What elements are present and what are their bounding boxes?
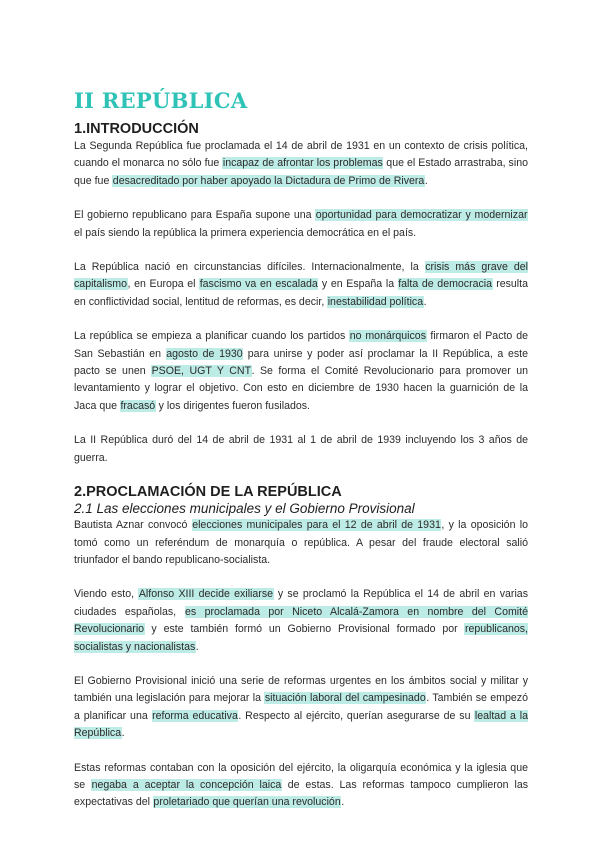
text-run: La república se empieza a planificar cuando los partidos (74, 330, 350, 343)
text-run: El Gobierno Provisional inició una serie de reformas urgentes en los ámbitos social y militar y también una legislación para mejorar la (74, 674, 528, 705)
text-run: La República nació en circunstancias difíciles. Internacionalmente, la (74, 261, 425, 274)
highlighted-text: fracasó (120, 399, 156, 412)
highlighted-text: fascismo va en escalada (199, 278, 318, 291)
highlighted-text: falta de democracia (398, 278, 493, 291)
text-run: Bautista Aznar convocó (74, 519, 192, 532)
text-run: El gobierno republicano para España supone una (74, 209, 316, 222)
paragraph (74, 259, 528, 311)
text-run: y este también formó un Gobierno Provisional formado por (144, 623, 465, 636)
text-run: . Respecto al ejército, querían asegurarse de su (238, 709, 475, 722)
paragraph (74, 586, 528, 656)
text-run: . (121, 727, 125, 740)
text-run: . También se empezó a planificar una (74, 692, 528, 722)
highlighted-text: reforma educativa (152, 709, 238, 722)
section-heading-proclamacion: 2.PROCLAMACIÓN DE LA REPÚBLICA (74, 484, 342, 501)
text-run: . Se forma el Comité Revolucionario para promover un levantamiento y lograr el objetivo. Con esto en diciembre de 1930 hacen la guarnición de la Jaca que (74, 365, 528, 412)
highlighted-text: Alfonso XIII decide exiliarse (138, 588, 274, 601)
paragraph (74, 517, 528, 569)
text-run: , y la oposición lo tomó como un referéndum de monarquía o república. A pesar del fraude electoral salió triunfador el bando republicano-socialista. (74, 519, 528, 566)
document-title: II REPÚBLICA (74, 88, 248, 113)
highlighted-text: PSOE, UGT Y CNT (151, 365, 252, 378)
text-run: . (341, 796, 345, 809)
text-run: La Segunda República fue proclamada el 14 de abril de 1931 en un contexto de crisis política, cuando el monarca no sólo fue (74, 140, 528, 170)
paragraph (74, 760, 528, 812)
highlighted-text: elecciones municipales para el 12 de abril de 1931 (192, 519, 441, 532)
document-page (74, 88, 528, 812)
text-run: La II República duró del 14 de abril de 1931 al 1 de abril de 1939 incluyendo los 3 años de guerra. (74, 434, 528, 464)
text-run: , en Europa el (127, 278, 200, 291)
paragraph (74, 432, 528, 467)
paragraph (74, 207, 528, 242)
text-run: el país siendo la república la primera experiencia democrática en el país. (74, 226, 417, 239)
highlighted-text: inestabilidad política (327, 295, 424, 308)
text-run: de estas. Las reformas tampoco cumplieron las expectativas del (74, 778, 529, 809)
text-run: . (423, 295, 427, 308)
subsection-heading-elecciones: 2.1 Las elecciones municipales y el Gobierno Provisional (74, 501, 415, 517)
highlighted-text: lealtad a la República (74, 709, 528, 740)
text-run: y en España la (318, 278, 398, 291)
highlighted-text: es proclamada por Niceto Alcalá-Zamora en nombre del Comité Revolucionario (74, 605, 528, 636)
section-heading-introduccion: 1.INTRODUCCIÓN (74, 121, 199, 137)
text-run: que el Estado arrastraba, sino que fue (74, 157, 528, 187)
text-run: resulta en conflictividad social, lentitud de reformas, es decir, (74, 278, 528, 308)
text-run: para unirse y poder así proclamar la II República, a este pacto se unen (74, 347, 528, 378)
text-run: Estas reformas contaban con la oposición del ejército, la oligarquía económica y la iglesia que se (74, 761, 528, 791)
text-run: . (195, 640, 199, 653)
paragraph (74, 328, 528, 415)
paragraph (74, 673, 528, 743)
highlighted-text: crisis más grave del capitalismo (74, 261, 529, 291)
highlighted-text: agosto de 1930 (166, 347, 243, 360)
text-run: firmaron el Pacto de San Sebastián en (74, 330, 528, 360)
highlighted-text: negaba a aceptar la concepción laica (91, 778, 282, 791)
highlighted-text: proletariado que querían una revolución (153, 796, 341, 809)
highlighted-text: incapaz de afrontar los problemas (222, 157, 383, 170)
text-run: . (424, 174, 428, 187)
highlighted-text: oportunidad para democratizar y modernizar (315, 209, 528, 222)
paragraph (74, 138, 528, 190)
text-run: y se proclamó la República el 14 de abril en varias ciudades españolas, (74, 588, 528, 618)
highlighted-text: situación laboral del campesinado (264, 692, 426, 705)
text-run: Viendo esto, (74, 588, 139, 601)
highlighted-text: no monárquicos (349, 330, 426, 343)
text-run: y los dirigentes fueron fusilados. (155, 399, 310, 412)
highlighted-text: desacreditado por haber apoyado la Dictadura de Primo de Rivera (112, 174, 425, 187)
highlighted-text: republicanos, socialistas y nacionalistas (74, 623, 528, 653)
